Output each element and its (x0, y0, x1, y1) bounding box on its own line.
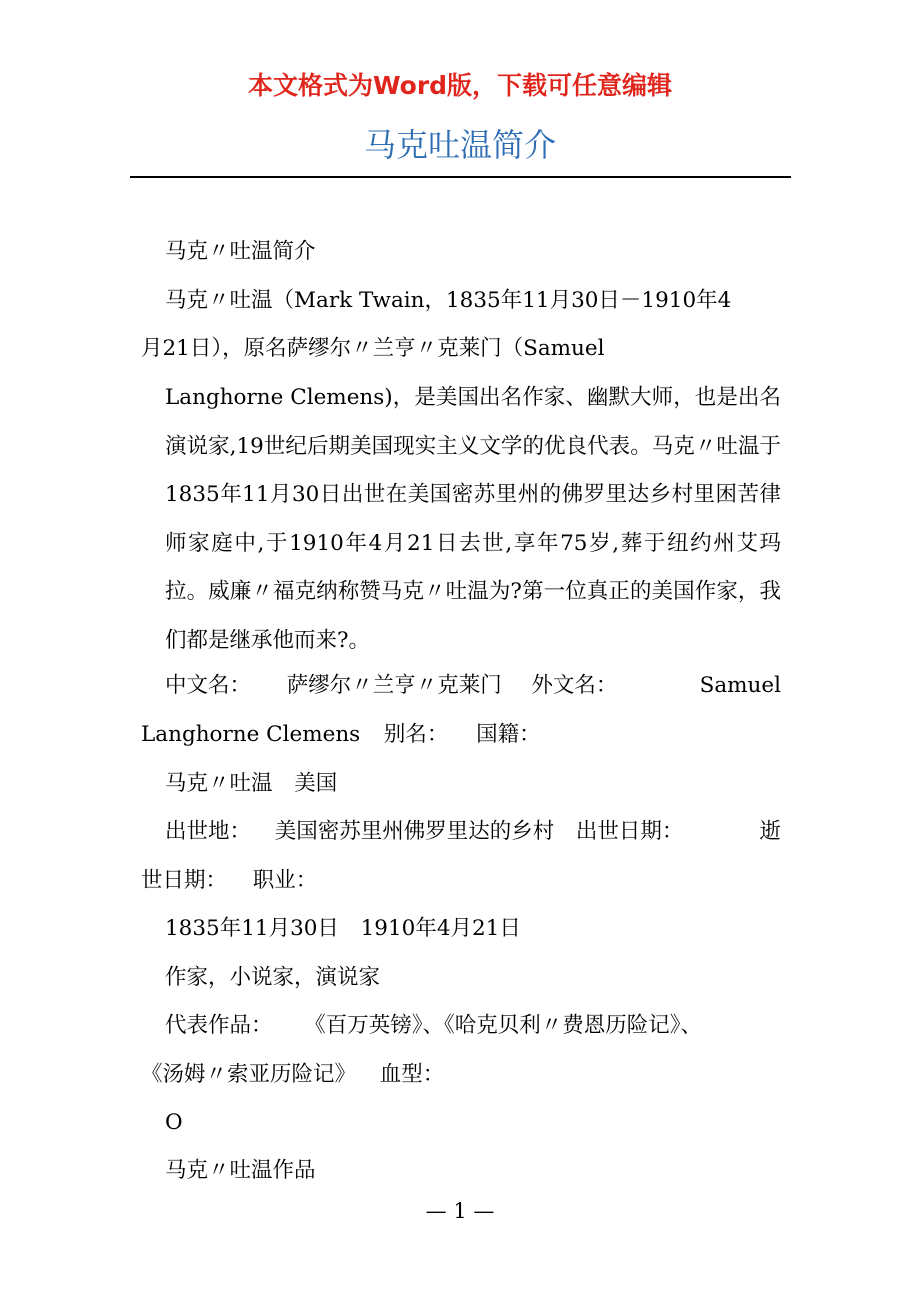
birth-date-label: 出世日期： (575, 819, 684, 844)
download-banner: 本文格式为Word版，下载可任意编辑 (247, 71, 673, 100)
foreign-name-value-1: Samuel (699, 673, 781, 698)
nationality-value: 美国 (294, 771, 338, 796)
birthplace-value: 美国密苏里州佛罗里达的乡村 (274, 819, 555, 844)
intro-heading: 马克〃吐温简介 (165, 239, 316, 264)
works-value-1: 《百万英镑》、《哈克贝利〃费恩历险记》、 (304, 1013, 702, 1038)
occupation-value: 作家，小说家，演说家 (165, 965, 381, 990)
info-alias-line (141, 711, 781, 760)
chinese-name-value: 萨缪尔〃兰亨〃克莱门 (286, 673, 502, 698)
info-works-line-2 (141, 1051, 781, 1100)
nationality-label: 国籍： (476, 722, 541, 747)
works-heading: 马克〃吐温作品 (165, 1158, 316, 1183)
info-works-line (141, 1002, 781, 1051)
info-names-line (141, 662, 781, 711)
death-date-value: 1910年4月21日 (360, 916, 521, 941)
alias-value: 马克〃吐温 (165, 771, 273, 796)
foreign-name-value-2: Langhorne Clemens (141, 722, 361, 747)
info-death-line (141, 857, 781, 906)
alias-label: 别名： (383, 722, 449, 747)
intro-line-1: 马克〃吐温（Mark Twain，1835年11月30日－1910年4 (165, 288, 732, 313)
intro-line-2: 月21日），原名萨缪尔〃兰亨〃克莱门（Samuel (141, 336, 605, 361)
info-dates-values (141, 905, 781, 954)
blood-type-value: O (165, 1110, 183, 1135)
title-divider (130, 176, 791, 178)
intro-paragraph: Langhorne Clemens)，是美国出名作家、幽默大师，也是出名演说家,19世纪后期美国现实主义文学的优良代表。马克〃吐温于1835年11月30日出世在美国密苏里州的佛罗里达乡村里困苦律师家庭中,于1910年4月21日去世,享年75岁,葬于纽约州艾玛拉。威廉〃福克纳称赞马克〃吐温为?第一位真正的美国作家，我们都是继承他而来?。 (165, 385, 781, 653)
birth-date-value: 1835年11月30日 (165, 916, 339, 941)
death-date-label-start: 逝 (759, 819, 781, 844)
occupation-label: 职业： (252, 868, 318, 893)
works-value-2: 《汤姆〃索亚历险记》 (141, 1062, 357, 1087)
chinese-name-label: 中文名： (165, 673, 252, 698)
death-date-label-end: 世日期： (141, 868, 228, 893)
works-label: 代表作品： (165, 1013, 273, 1038)
birthplace-label: 出世地： (165, 819, 252, 844)
blood-type-label: 血型： (379, 1062, 445, 1087)
document-title: 马克吐温简介 (363, 126, 556, 164)
foreign-name-label: 外文名： (531, 673, 618, 698)
info-alias-values (141, 760, 781, 809)
info-birth-line (141, 808, 781, 857)
page-number: — 1 — (425, 1199, 495, 1223)
